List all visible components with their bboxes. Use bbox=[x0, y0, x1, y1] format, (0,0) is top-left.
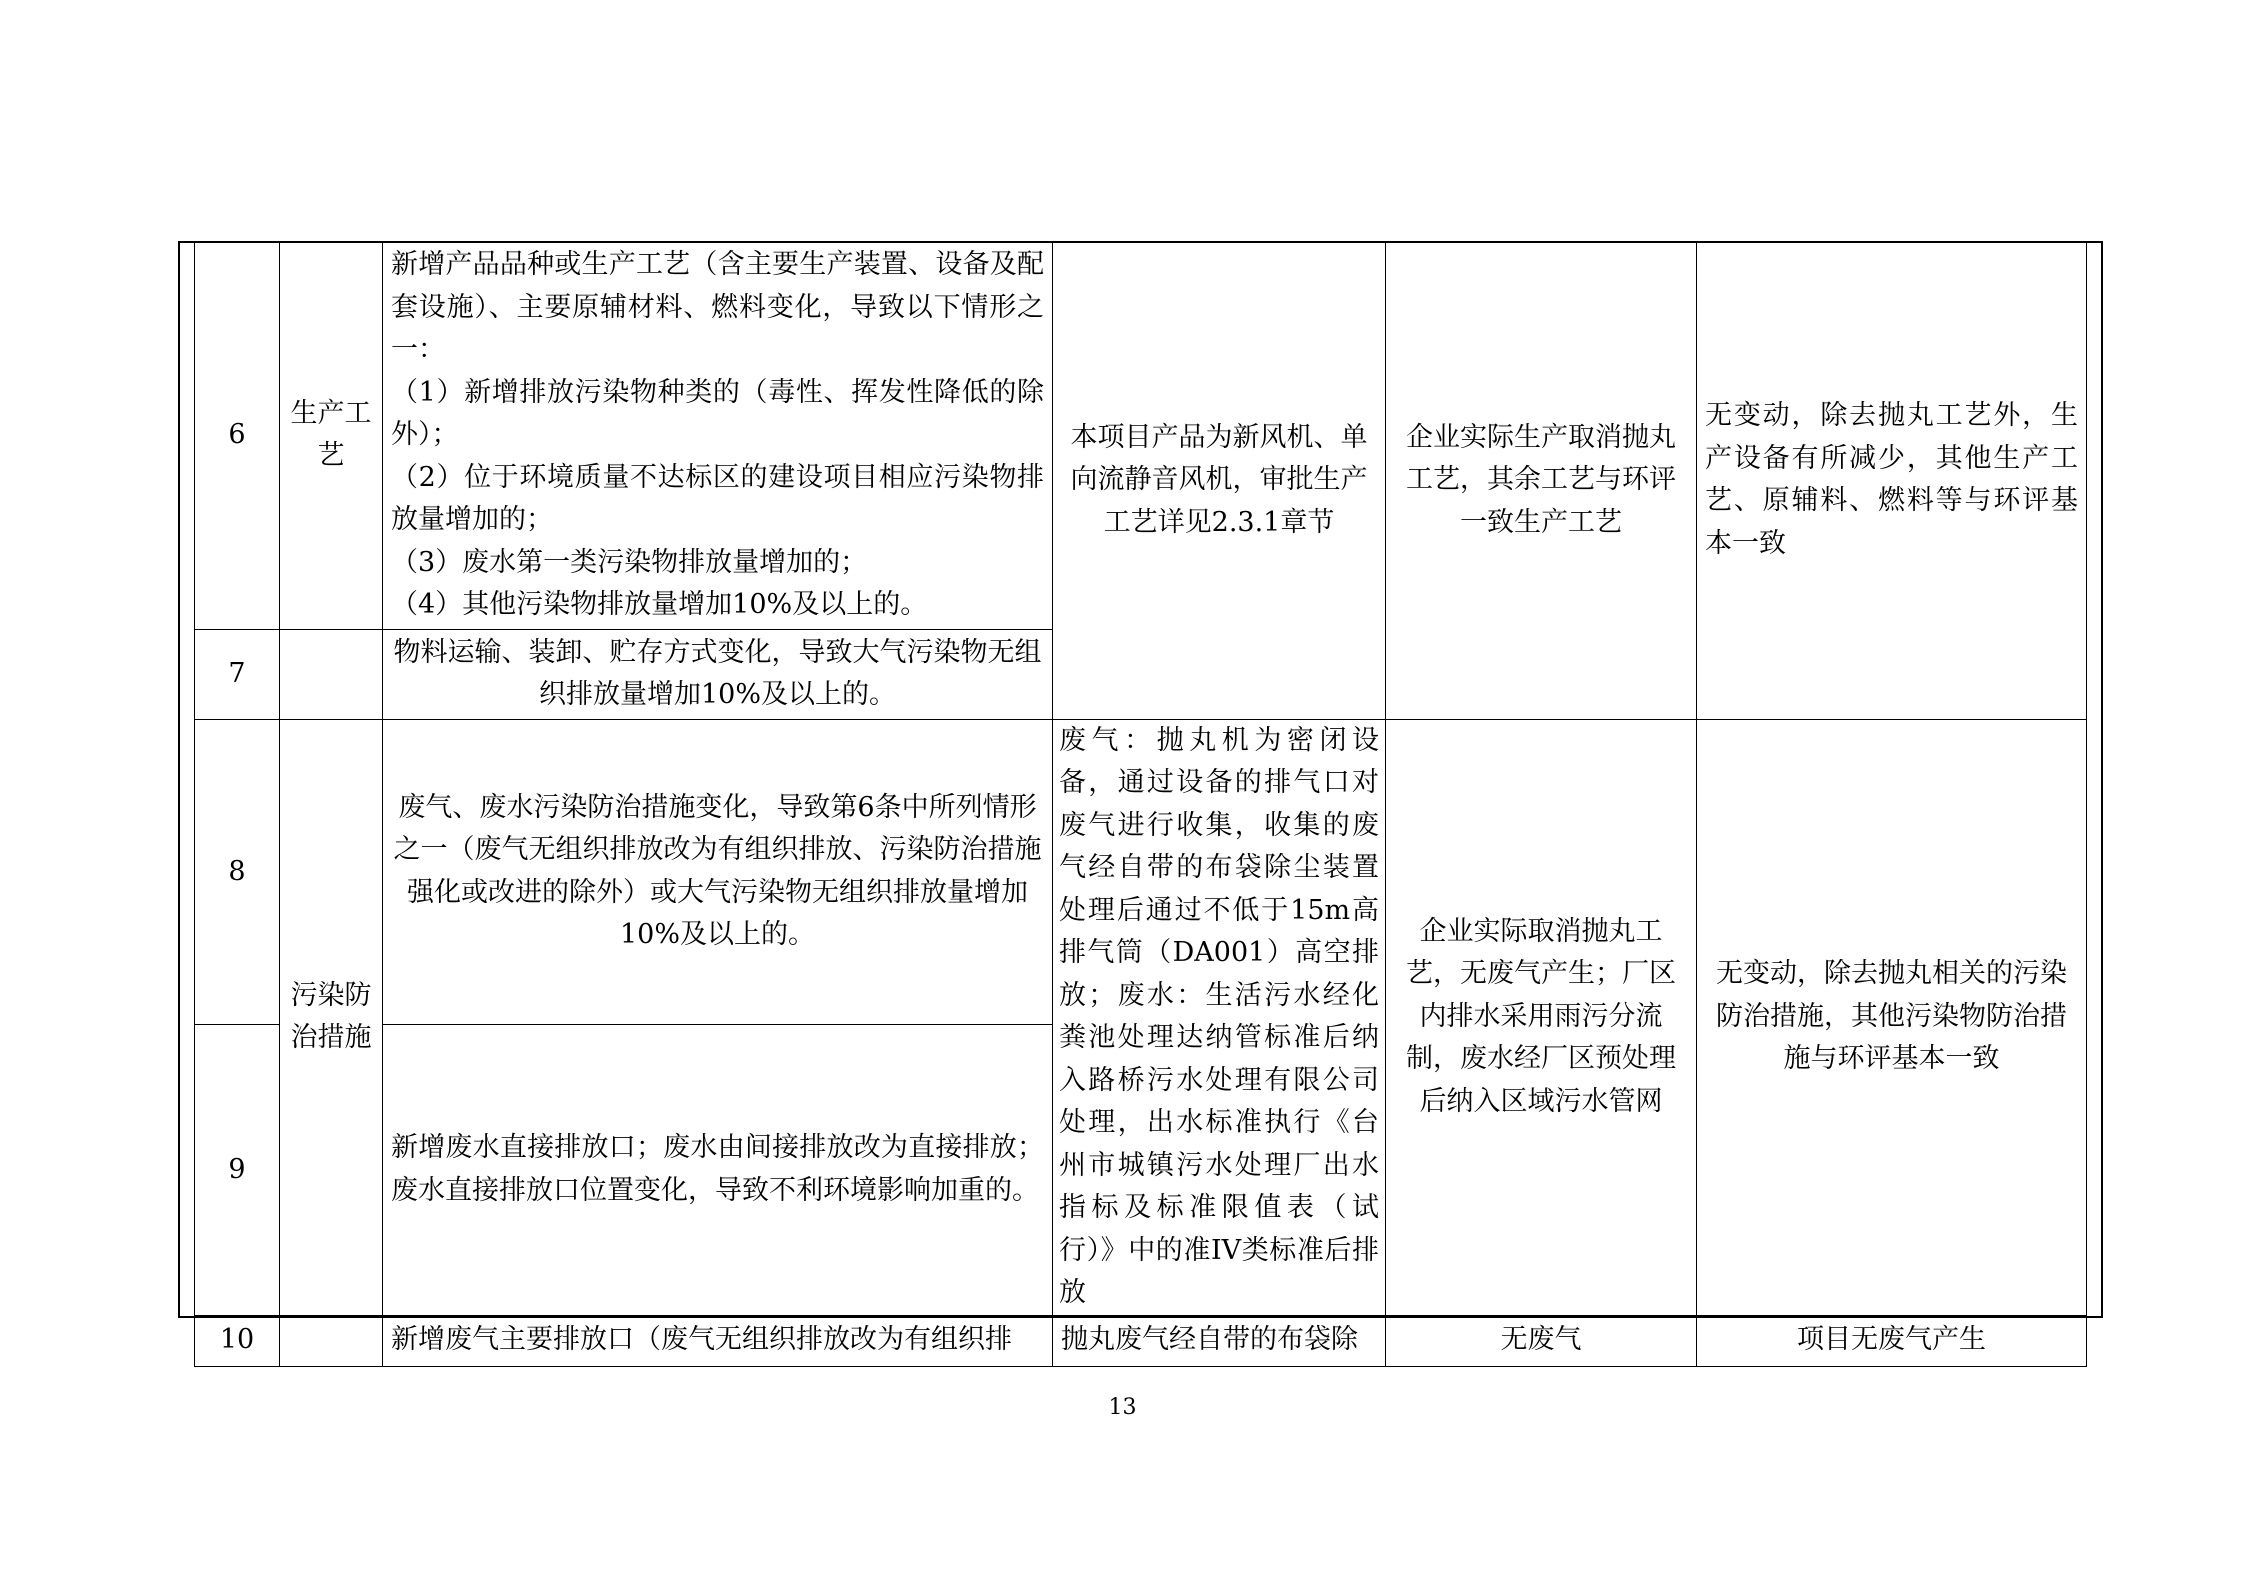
actual-situation-cell: 企业实际取消抛丸工艺，无废气产生；厂区内排水采用雨污分流制，废水经厂区预处理后纳入区域污水管网 bbox=[1386, 719, 1697, 1315]
requirement-item: （1）新增排放污染物种类的（毒性、挥发性降低的除外）； bbox=[391, 376, 1044, 450]
requirement-cell: 新增废水直接排放口；废水由间接排放改为直接排放；废水直接排放口位置变化，导致不利环境影响加重的。 bbox=[383, 1025, 1053, 1315]
eia-approval-cell: 抛丸废气经自带的布袋除 bbox=[1053, 1315, 1386, 1366]
conclusion-cell: 项目无废气产生 bbox=[1697, 1315, 2087, 1366]
actual-situation-cell: 无废气 bbox=[1386, 1315, 1697, 1366]
table-row bbox=[195, 719, 2087, 1025]
change-comparison-table bbox=[194, 241, 2087, 1367]
eia-approval-cell: 本项目产品为新风机、单向流静音风机，审批生产工艺详见2.3.1章节 bbox=[1053, 242, 1386, 720]
row-number: 7 bbox=[195, 629, 280, 719]
row-number: 6 bbox=[195, 242, 280, 630]
requirement-item: （4）其他污染物排放量增加10%及以上的。 bbox=[391, 589, 928, 620]
category-cell-empty bbox=[280, 1315, 383, 1366]
conclusion-cell: 无变动，除去抛丸相关的污染防治措施，其他污染物防治措施与环评基本一致 bbox=[1697, 719, 2087, 1315]
category-cell-empty bbox=[280, 629, 383, 719]
eia-approval-cell: 废气：抛丸机为密闭设备，通过设备的排气口对废气进行收集，收集的废气经自带的布袋除尘装置处理后通过不低于15m高排气筒（DA001）高空排放；废水：生活污水经化粪池处理达纳管标准后纳入路桥污水处理有限公司处理，出水标准执行《台州市城镇污水处理厂出水指标及标准限值表（试行）》中的准IV类标准后排放 bbox=[1053, 719, 1386, 1315]
category-cell: 生产工艺 bbox=[280, 242, 383, 630]
requirement-cell: 物料运输、装卸、贮存方式变化，导致大气污染物无组织排放量增加10%及以上的。 bbox=[383, 629, 1053, 719]
requirement-item: （3）废水第一类污染物排放量增加的； bbox=[391, 546, 868, 578]
conclusion-cell: 无变动，除去抛丸工艺外，生产设备有所减少，其他生产工艺、原辅料、燃料等与环评基本一致 bbox=[1697, 242, 2087, 720]
row-number: 10 bbox=[195, 1315, 280, 1366]
table-row bbox=[195, 242, 2087, 630]
requirement-intro: 新增产品品种或生产工艺（含主要生产装置、设备及配套设施）、主要原辅材料、燃料变化，导致以下情形之一： bbox=[391, 249, 1044, 365]
table-row bbox=[195, 1315, 2087, 1366]
category-cell: 污染防治措施 bbox=[280, 719, 383, 1315]
requirement-item: （2）位于环境质量不达标区的建设项目相应污染物排放量增加的； bbox=[391, 461, 1044, 535]
row-number: 9 bbox=[195, 1025, 280, 1315]
actual-situation-cell: 企业实际生产取消抛丸工艺，其余工艺与环评一致生产工艺 bbox=[1386, 242, 1697, 720]
row-number: 8 bbox=[195, 719, 280, 1025]
requirement-cell bbox=[383, 242, 1053, 630]
page-number: 13 bbox=[1108, 1395, 1137, 1420]
requirement-cell: 废气、废水污染防治措施变化，导致第6条中所列情形之一（废气无组织排放改为有组织排放、污染防治措施强化或改进的除外）或大气污染物无组织排放量增加10%及以上的。 bbox=[383, 719, 1053, 1025]
requirement-cell: 新增废气主要排放口（废气无组织排放改为有组织排 bbox=[383, 1315, 1053, 1366]
